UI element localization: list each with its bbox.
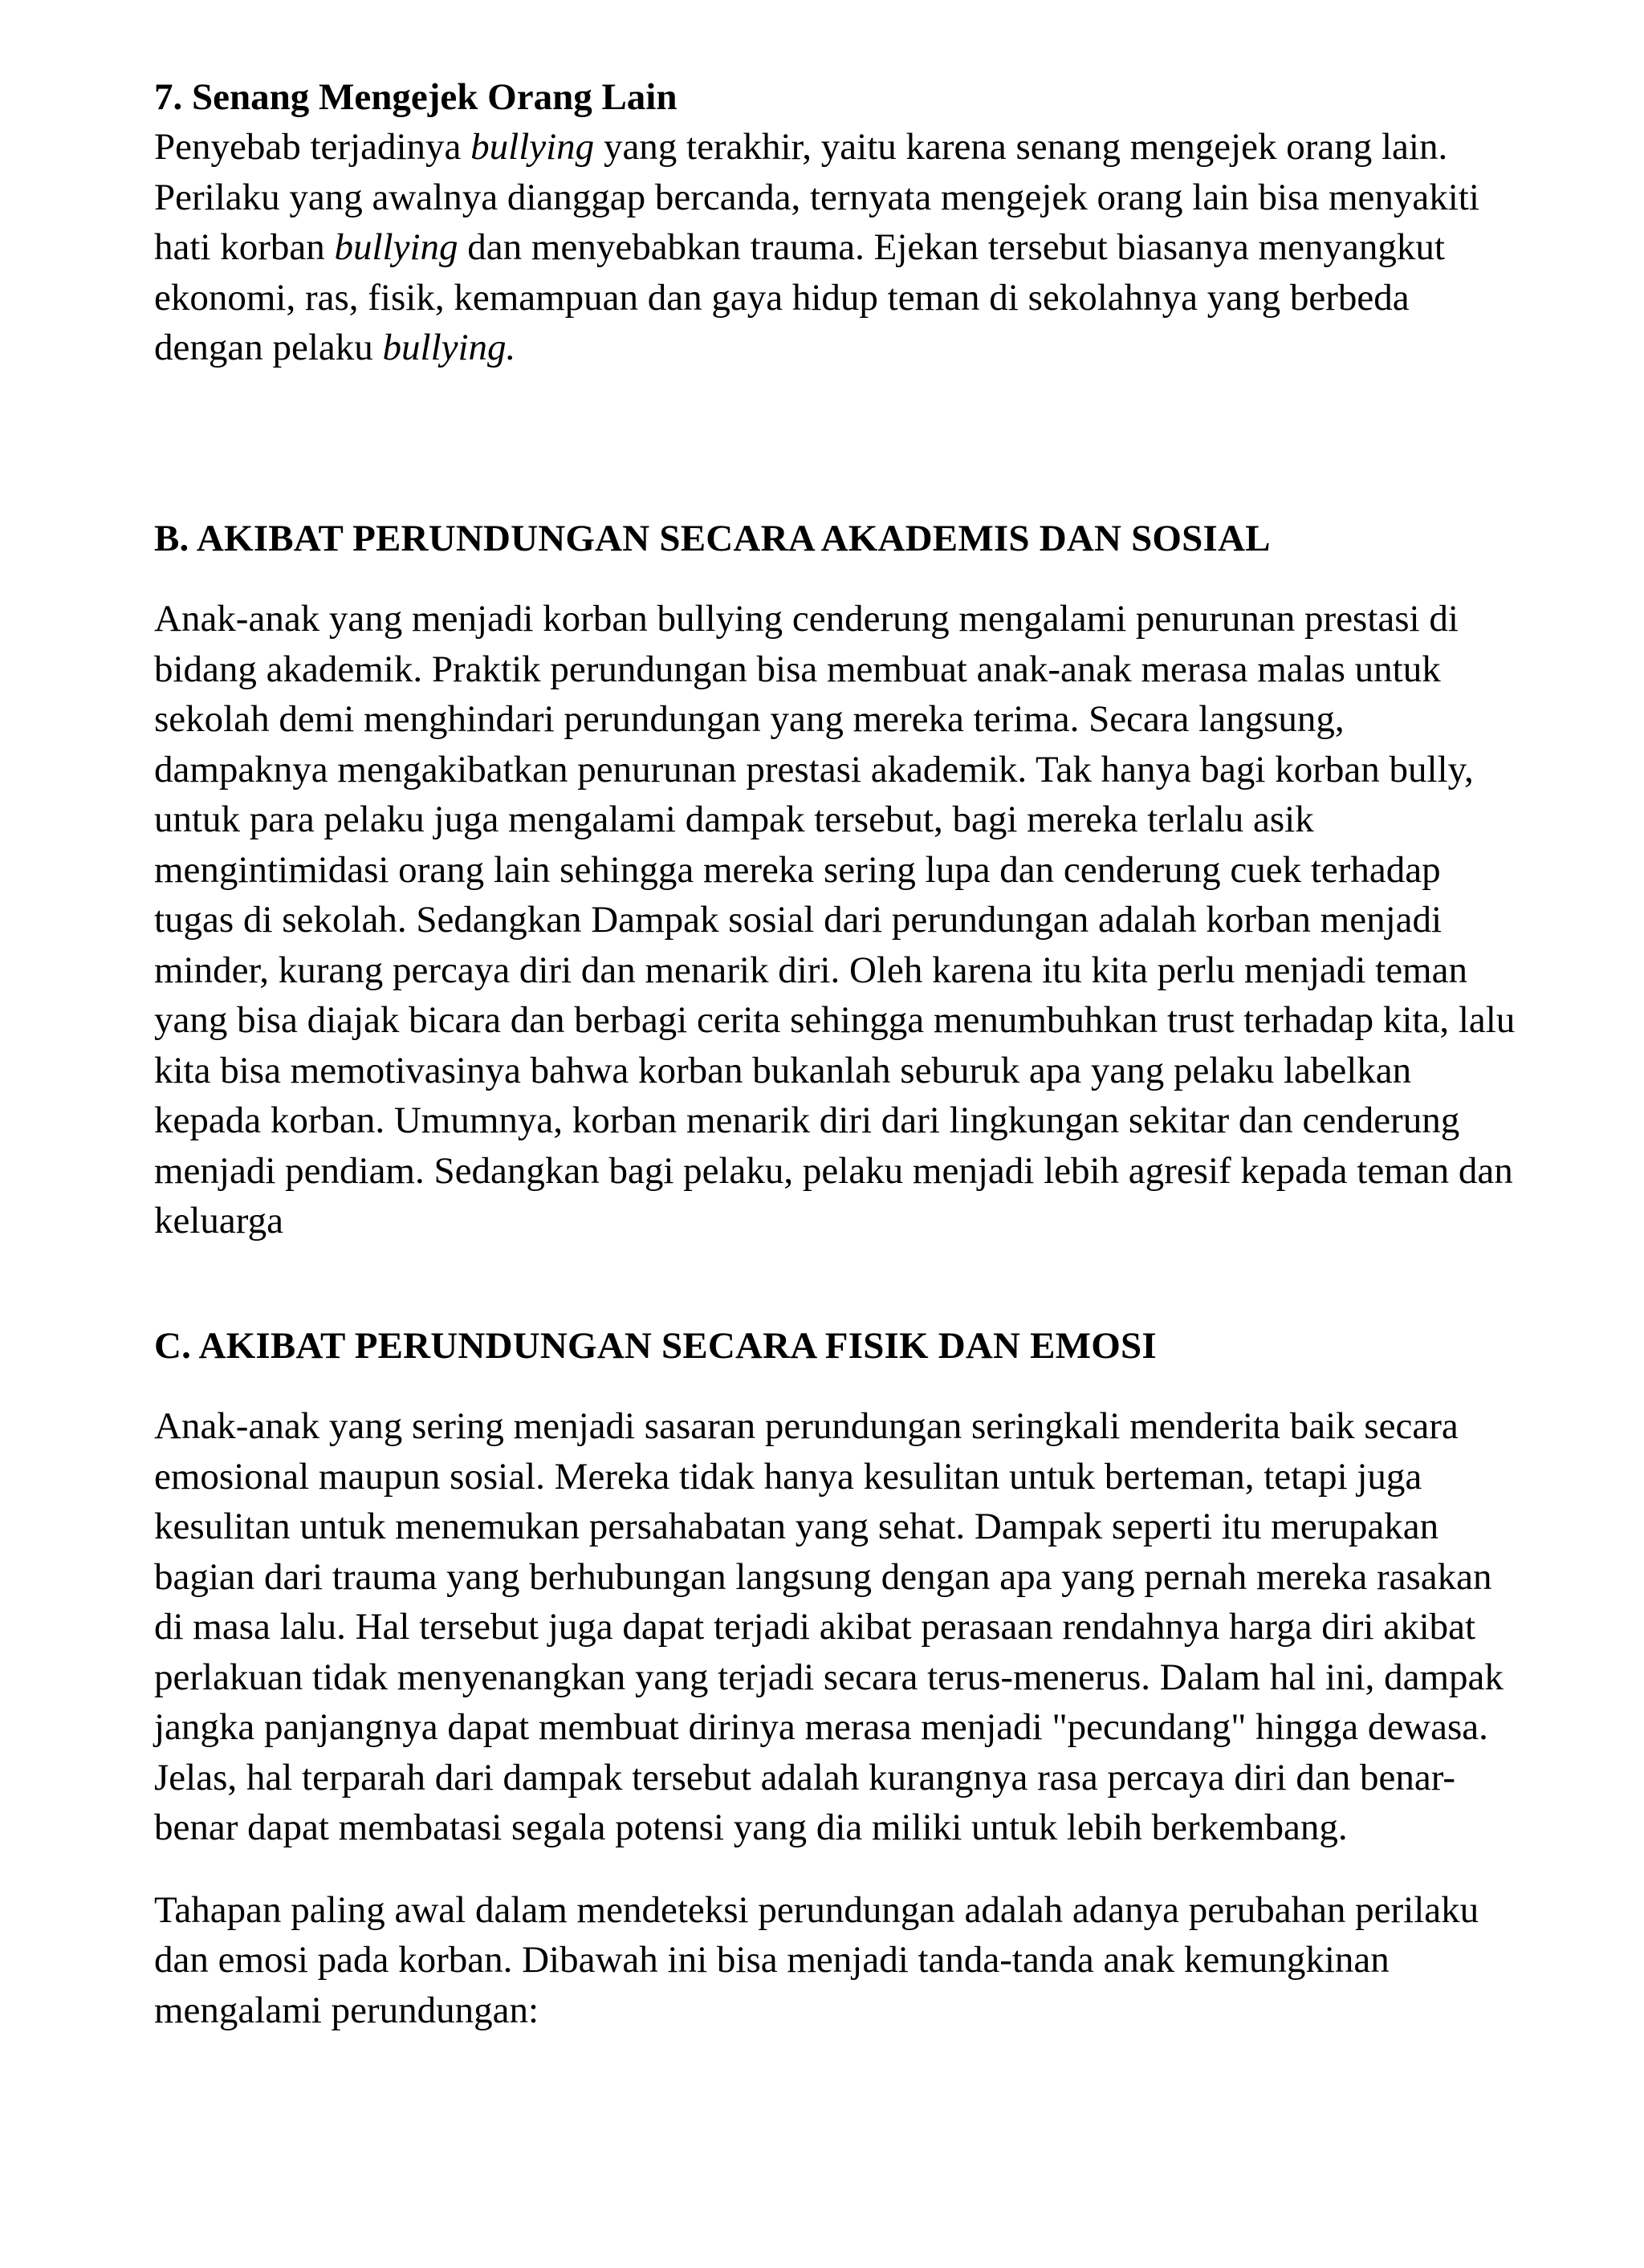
- section-7-italic-1: bullying: [470, 126, 595, 168]
- section-7-italic-2: bullying: [334, 226, 458, 268]
- section-b-title: B. AKIBAT PERUNDUNGAN SECARA AKADEMIS DAN SOSIAL: [154, 518, 1271, 559]
- section-b: [154, 514, 1519, 1246]
- section-7-title: 7. Senang Mengejek Orang Lain: [154, 76, 678, 118]
- section-c-title: C. AKIBAT PERUNDUNGAN SECARA FISIK DAN EMOSI: [154, 1325, 1157, 1367]
- section-7: [154, 72, 1519, 373]
- section-c-paragraph-2: Tahapan paling awal dalam mendeteksi perundungan adalah adanya perubahan perilaku dan emosi pada korban. Dibawah ini bisa menjadi tanda-tanda anak kemungkinan mengalami perundungan:: [154, 1888, 1479, 2031]
- section-b-paragraph: Anak-anak yang menjadi korban bullying cenderung mengalami penurunan prestasi di bidang akademik. Praktik perundungan bisa membuat anak-anak merasa malas untuk sekolah demi menghindari perundungan yang mereka terima. Secara langsung, dampaknya mengakibatkan penurunan prestasi akademik. Tak hanya bagi korban bully, untuk para pelaku juga mengalami dampak tersebut, bagi mereka terlalu asik mengintimidasi orang lain sehingga mereka sering lupa dan cenderung cuek terhadap tugas di sekolah. Sedangkan Dampak sosial dari perundungan adalah korban menjadi minder, kurang percaya diri dan menarik diri. Oleh karena itu kita perlu menjadi teman yang bisa diajak bicara dan berbagi cerita sehingga menumbuhkan trust terhadap kita, lalu kita bisa memotivasinya bahwa korban bukanlah seburuk apa yang pelaku labelkan kepada korban. Umumnya, korban menarik diri dari lingkungan sekitar dan cenderung menjadi pendiam. Sedangkan bagi pelaku, pelaku menjadi lebih agresif kepada teman dan keluarga: [154, 598, 1516, 1242]
- section-7-text-3: dan menyebabkan trauma. Ejekan tersebut biasanya menyangkut ekonomi, ras, fisik, kemampuan dan gaya hidup teman di sekolahnya yang berbeda dengan pelaku: [154, 226, 1445, 368]
- section-c: [154, 1321, 1519, 2035]
- section-7-text-2: yang terakhir, yaitu karena senang mengejek orang lain. Perilaku yang awalnya dianggap bercanda, ternyata mengejek orang lain bisa menyakiti hati korban: [154, 126, 1479, 268]
- section-c-paragraph: Anak-anak yang sering menjadi sasaran perundungan seringkali menderita baik secara emosional maupun sosial. Mereka tidak hanya kesulitan untuk berteman, tetapi juga kesulitan untuk menemukan persahabatan yang sehat. Dampak seperti itu merupakan bagian dari trauma yang berhubungan langsung dengan apa yang pernah mereka rasakan di masa lalu. Hal tersebut juga dapat terjadi akibat perasaan rendahnya harga diri akibat perlakuan tidak menyenangkan yang terjadi secara terus-menerus. Dalam hal ini, dampak jangka panjangnya dapat membuat dirinya merasa menjadi "pecundang" hingga dewasa. Jelas, hal terparah dari dampak tersebut adalah kurangnya rasa percaya diri dan benar-benar dapat membatasi segala potensi yang dia miliki untuk lebih berkembang.: [154, 1405, 1504, 1848]
- section-7-italic-3: bullying.: [382, 327, 516, 368]
- section-7-paragraph: [154, 122, 1519, 373]
- section-7-text-1: Penyebab terjadinya: [154, 126, 471, 168]
